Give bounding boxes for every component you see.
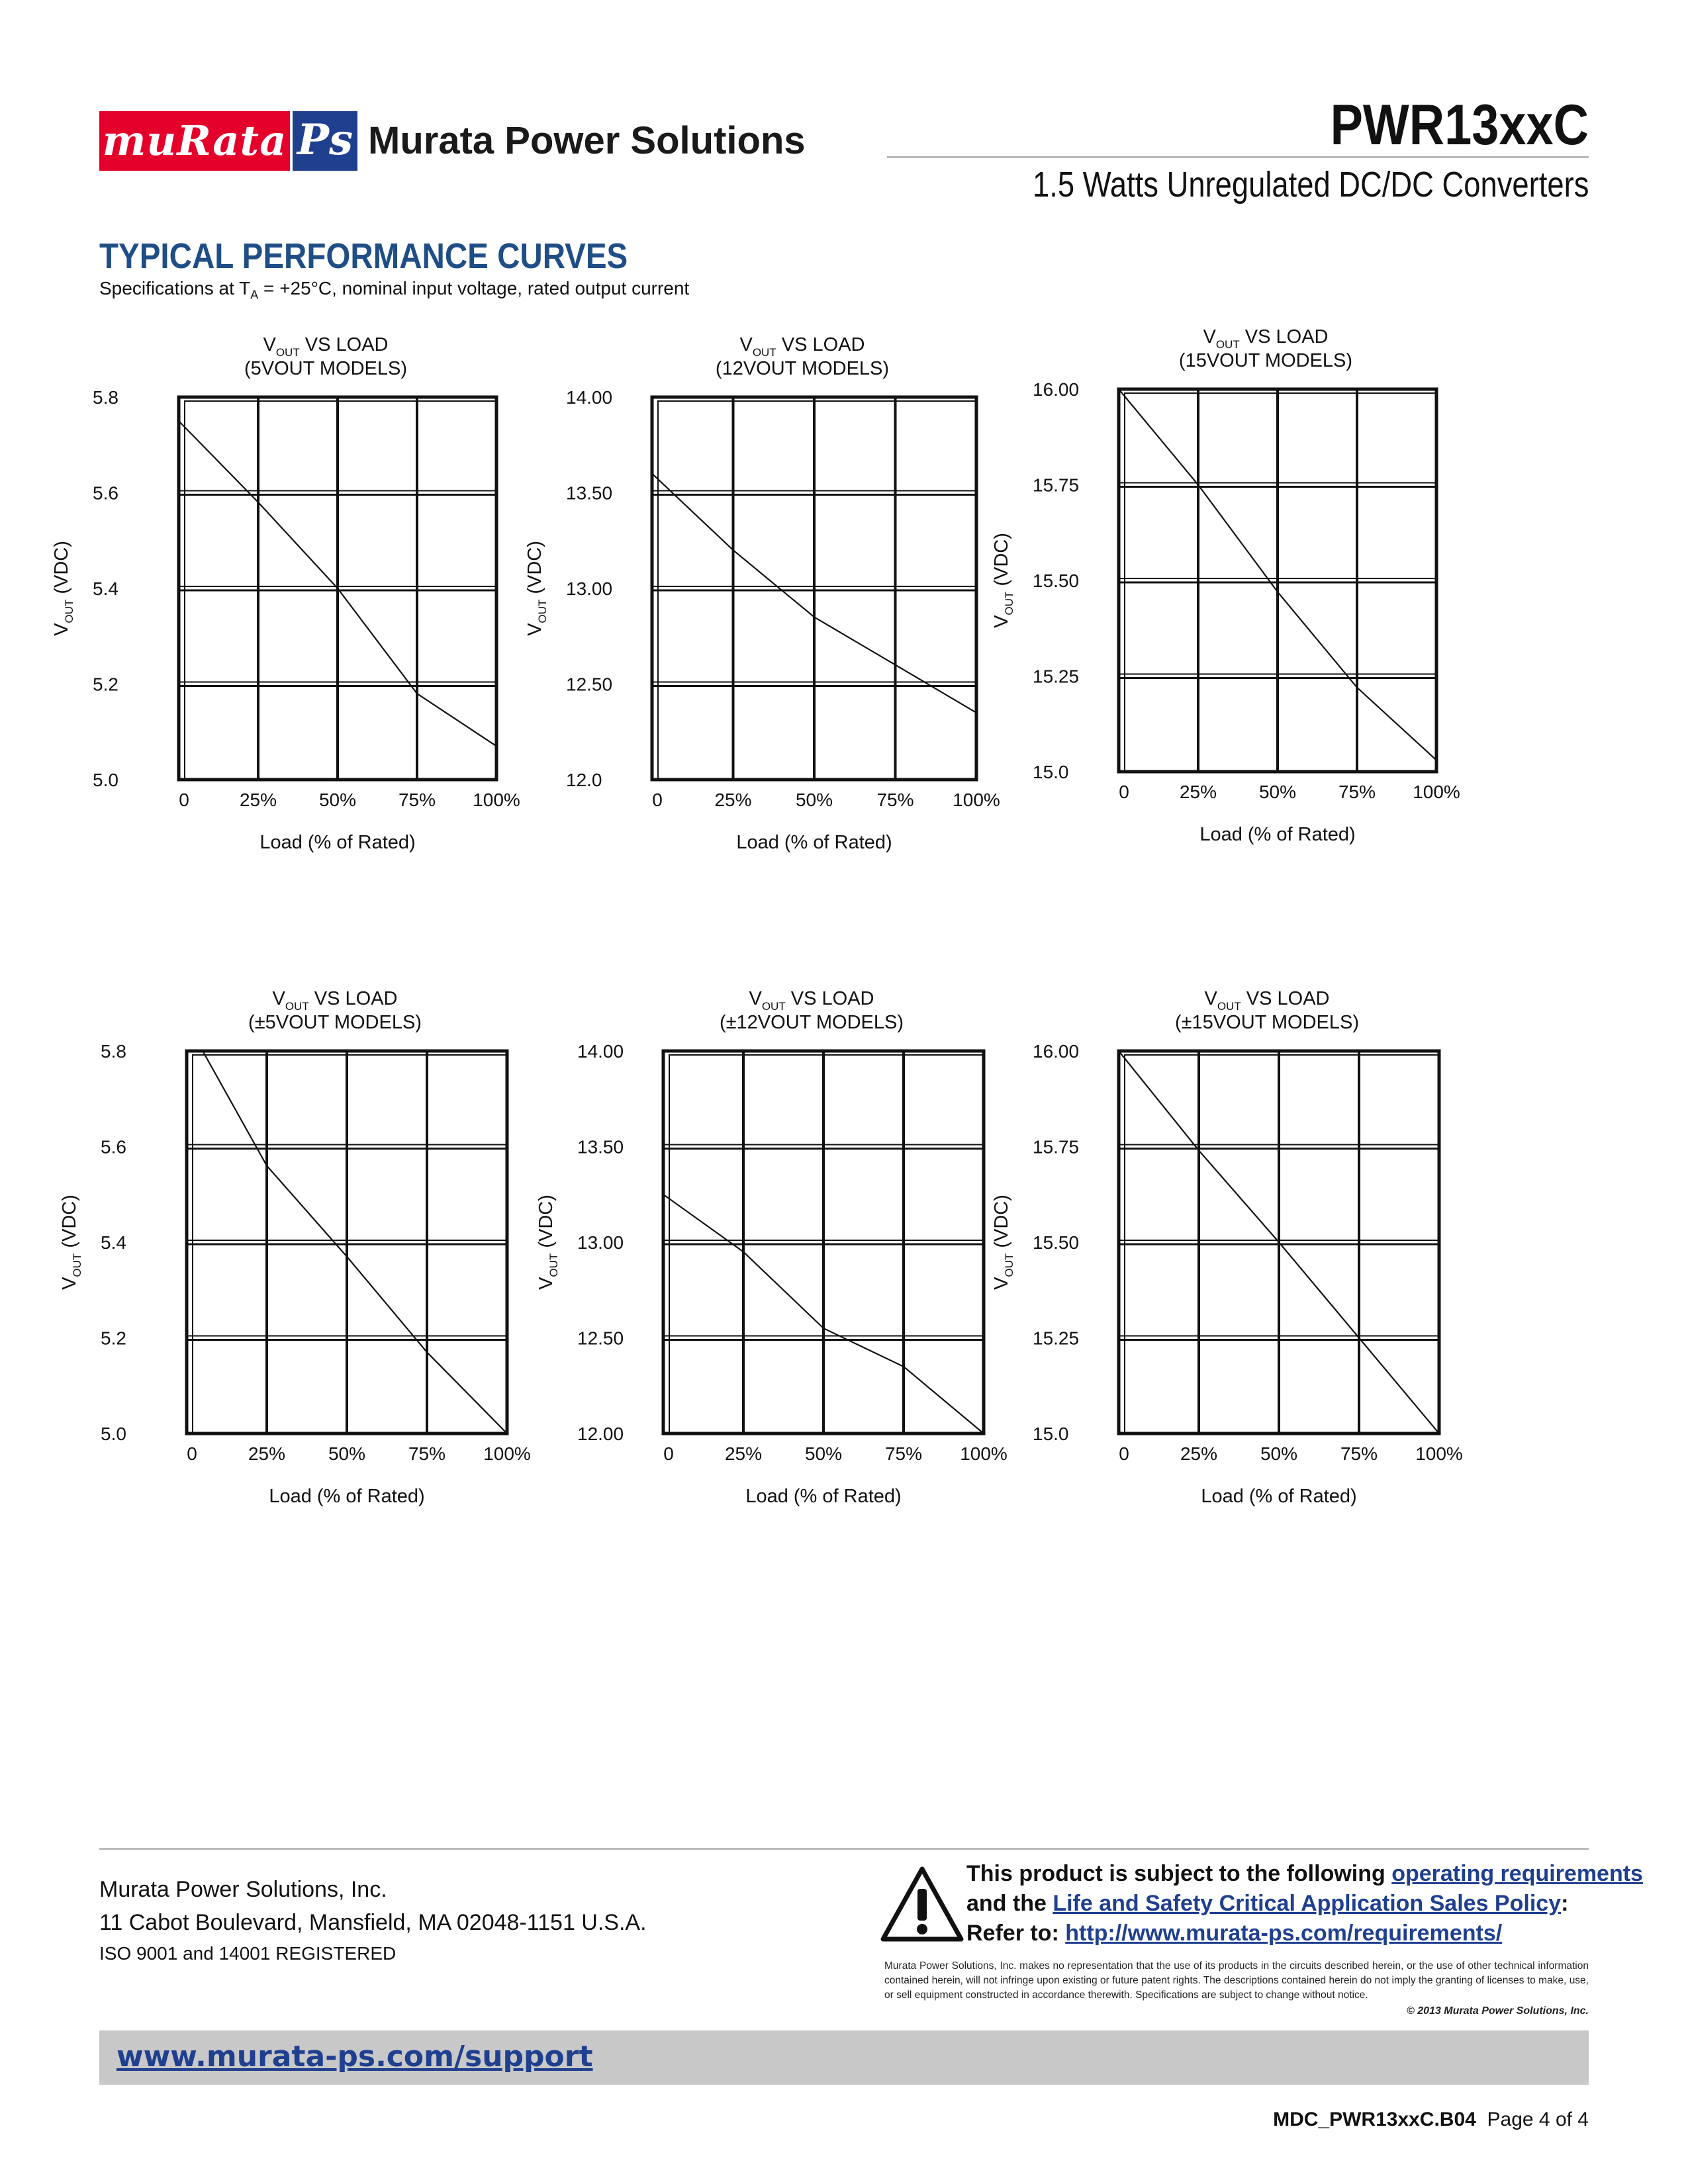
y-tick-label: 15.0 (1033, 1424, 1069, 1444)
y-tick-label: 15.50 (1033, 1232, 1080, 1253)
y-tick-label: 12.0 (566, 770, 602, 790)
footer-company: Murata Power Solutions, Inc. (99, 1877, 387, 1902)
title-rest: VS LOAD (299, 334, 389, 355)
chart-title (1203, 326, 1328, 351)
footer-address: 11 Cabot Boulevard, Mansfield, MA 02048-1151 U.S.A. (99, 1910, 647, 1935)
x-tick-label: 50% (318, 790, 357, 810)
title-rest: VS LOAD (308, 988, 398, 1009)
x-axis-label: Load (% of Rated) (259, 832, 416, 853)
y-label-rest: (VDC) (536, 1195, 557, 1253)
requirements-line-3 (966, 1921, 1502, 1946)
title-sub: OUT (752, 346, 776, 359)
ps-logo: Ps (293, 111, 357, 171)
y-tick-label: 5.4 (93, 578, 118, 599)
y-tick-label: 13.00 (566, 578, 613, 599)
chart-2 (524, 318, 1023, 872)
chart-title (1204, 988, 1329, 1013)
chart-title (272, 988, 397, 1013)
y-tick-label: 15.50 (1033, 570, 1080, 591)
y-label-sub: OUT (547, 1253, 560, 1277)
chart-6 (991, 972, 1485, 1526)
chart-1 (51, 318, 543, 872)
chart-subtitle: (±15VOUT MODELS) (1174, 1012, 1360, 1033)
y-axis-label (59, 1195, 83, 1290)
document-id (1273, 2109, 1589, 2131)
chart-3 (991, 310, 1483, 864)
x-tick-label: 75% (398, 790, 436, 810)
requirements-line-1 (966, 1861, 1643, 1887)
y-label-sub: OUT (1003, 1253, 1015, 1277)
chart-subtitle: (15VOUT MODELS) (1178, 350, 1353, 371)
y-tick-label: 5.0 (93, 770, 118, 790)
y-tick-label: 12.50 (577, 1328, 624, 1349)
x-axis-label: Load (% of Rated) (1199, 824, 1356, 845)
y-label-rest: (VDC) (524, 541, 545, 600)
product-subtitle: 1.5 Watts Unregulated DC/DC Converters (1032, 165, 1589, 205)
chart-subtitle: (5VOUT MODELS) (244, 358, 408, 379)
chart-subtitle: (±5VOUT MODELS) (248, 1012, 422, 1033)
title-rest: VS LOAD (785, 988, 874, 1009)
x-tick-label: 100% (483, 1443, 531, 1464)
x-axis-label: Load (% of Rated) (736, 832, 892, 853)
x-tick-label: 50% (1260, 1443, 1298, 1464)
title-rest: VS LOAD (1241, 988, 1330, 1009)
y-label-v: V (51, 623, 72, 636)
y-tick-label: 15.25 (1033, 1328, 1080, 1349)
y-tick-label: 5.8 (101, 1041, 126, 1062)
section-title: TYPICAL PERFORMANCE CURVES (99, 236, 628, 276)
support-link[interactable]: www.murata-ps.com/support (117, 2040, 593, 2073)
y-label-v: V (991, 1277, 1012, 1290)
y-label-v: V (524, 623, 545, 636)
x-tick-label: 100% (953, 790, 1000, 810)
x-tick-label: 0 (1119, 782, 1129, 802)
x-tick-label: 50% (328, 1443, 366, 1464)
y-tick-label: 15.75 (1033, 475, 1080, 496)
y-axis-label (51, 541, 75, 636)
x-tick-label: 25% (248, 1443, 286, 1464)
y-tick-label: 5.2 (101, 1328, 126, 1349)
y-label-v: V (59, 1277, 80, 1290)
y-tick-label: 15.25 (1033, 666, 1080, 687)
y-tick-label: 5.4 (101, 1232, 126, 1253)
x-tick-label: 0 (1119, 1443, 1129, 1464)
y-tick-label: 13.50 (577, 1136, 624, 1158)
x-tick-label: 100% (960, 1443, 1008, 1464)
x-tick-label: 75% (876, 790, 914, 810)
data-series-line (203, 1051, 507, 1433)
spec-suffix: = +25°C, nominal input voltage, rated output current (258, 278, 690, 298)
y-tick-label: 5.8 (93, 387, 118, 408)
x-axis-label: Load (% of Rated) (1201, 1486, 1357, 1507)
y-tick-label: 5.6 (93, 482, 118, 504)
y-tick-label: 15.75 (1033, 1136, 1080, 1158)
chart-subtitle: (±12VOUT MODELS) (719, 1012, 904, 1033)
x-tick-label: 50% (1258, 782, 1297, 802)
operating-requirements-link[interactable]: operating requirements (1391, 1861, 1643, 1886)
x-axis-label: Load (% of Rated) (745, 1486, 902, 1507)
title-sub: OUT (1215, 338, 1240, 351)
x-tick-label: 75% (884, 1443, 923, 1464)
y-label-sub: OUT (63, 599, 75, 623)
x-tick-label: 0 (179, 790, 189, 810)
y-tick-label: 15.0 (1033, 762, 1069, 782)
copyright: © 2013 Murata Power Solutions, Inc. (1407, 2005, 1589, 2017)
x-tick-label: 25% (1179, 782, 1217, 802)
y-label-rest: (VDC) (991, 533, 1012, 592)
spec-conditions (99, 278, 689, 302)
chart-title (749, 988, 874, 1013)
x-tick-label: 75% (1340, 1443, 1378, 1464)
chart-5 (536, 972, 1030, 1526)
y-label-rest: (VDC) (59, 1195, 80, 1253)
title-rest: VS LOAD (1239, 326, 1329, 347)
title-v: V (272, 988, 285, 1009)
warning-icon (879, 1865, 965, 1944)
x-tick-label: 100% (1415, 1443, 1463, 1464)
y-tick-label: 13.50 (566, 482, 613, 504)
y-tick-label: 12.50 (566, 674, 613, 695)
y-tick-label: 5.2 (93, 674, 118, 695)
footer-divider (99, 1848, 1589, 1850)
x-tick-label: 75% (1338, 782, 1376, 802)
spec-prefix: Specifications at T (99, 278, 251, 298)
title-sub: OUT (285, 1000, 309, 1013)
x-tick-label: 100% (473, 790, 520, 810)
requirements-line-2 (966, 1891, 1568, 1917)
chart-subtitle: (12VOUT MODELS) (715, 358, 890, 379)
x-tick-label: 0 (663, 1443, 674, 1464)
y-label-v: V (991, 615, 1012, 628)
title-v: V (263, 334, 276, 355)
y-tick-label: 14.00 (566, 387, 613, 408)
footer-iso: ISO 9001 and 14001 REGISTERED (99, 1943, 397, 1964)
title-rest: VS LOAD (776, 334, 865, 355)
murata-logo: muRata (99, 111, 290, 171)
title-v: V (1203, 326, 1216, 347)
x-tick-label: 25% (724, 1443, 763, 1464)
y-tick-label: 5.0 (101, 1424, 126, 1444)
title-sub: OUT (275, 346, 300, 359)
y-label-v: V (536, 1277, 557, 1290)
title-v: V (749, 988, 762, 1009)
doc-code: MDC_PWR13xxC.B04 (1273, 2109, 1476, 2130)
title-v: V (1204, 988, 1217, 1009)
y-tick-label: 5.6 (101, 1136, 126, 1158)
x-tick-label: 25% (714, 790, 752, 810)
y-tick-label: 14.00 (577, 1041, 624, 1062)
x-tick-label: 100% (1413, 782, 1460, 802)
x-tick-label: 0 (187, 1443, 197, 1464)
y-tick-label: 13.00 (577, 1232, 624, 1253)
req-text-1: This product is subject to the following (966, 1861, 1392, 1886)
x-tick-label: 50% (795, 790, 833, 810)
chart-title (263, 334, 388, 359)
y-label-sub: OUT (536, 599, 549, 623)
x-tick-label: 50% (804, 1443, 843, 1464)
y-label-sub: OUT (71, 1253, 83, 1277)
x-tick-label: 25% (239, 790, 277, 810)
chart-title (739, 334, 865, 359)
y-label-rest: (VDC) (51, 541, 72, 600)
sales-policy-link[interactable]: Life and Safety Critical Application Sales Policy (1053, 1891, 1562, 1916)
title-sub: OUT (1217, 1000, 1241, 1013)
y-label-rest: (VDC) (991, 1195, 1012, 1253)
y-tick-label: 16.00 (1033, 379, 1080, 400)
req-text-2: and the (966, 1891, 1053, 1916)
x-tick-label: 75% (408, 1443, 446, 1464)
requirements-url-link[interactable]: http://www.murata-ps.com/requirements/ (1065, 1921, 1503, 1946)
chart-4 (59, 972, 553, 1526)
title-sub: OUT (761, 1000, 786, 1013)
legal-disclaimer: Murata Power Solutions, Inc. makes no representation that the use of its products in the circuits described herein, or the use of other technical information contained herein, will not infringe upon existing or future patent rights. The descriptions contained herein do not imply the granting of licenses to make, use, or sell equipment constructed in accordance therewith. Specifications are subject to change without notice. (884, 1960, 1589, 2001)
y-tick-label: 12.00 (577, 1424, 624, 1444)
y-tick-label: 16.00 (1033, 1041, 1080, 1062)
title-v: V (739, 334, 753, 355)
product-code: PWR13xxC (1330, 93, 1589, 157)
y-label-sub: OUT (1003, 591, 1015, 615)
req-text-2-end: : (1561, 1891, 1569, 1916)
req-text-3: Refer to: (966, 1921, 1066, 1946)
company-name: Murata Power Solutions (368, 119, 806, 162)
x-axis-label: Load (% of Rated) (269, 1486, 425, 1507)
x-tick-label: 0 (652, 790, 663, 810)
page-number: Page 4 of 4 (1487, 2109, 1589, 2130)
spec-subscript: A (250, 288, 259, 302)
x-tick-label: 25% (1180, 1443, 1218, 1464)
